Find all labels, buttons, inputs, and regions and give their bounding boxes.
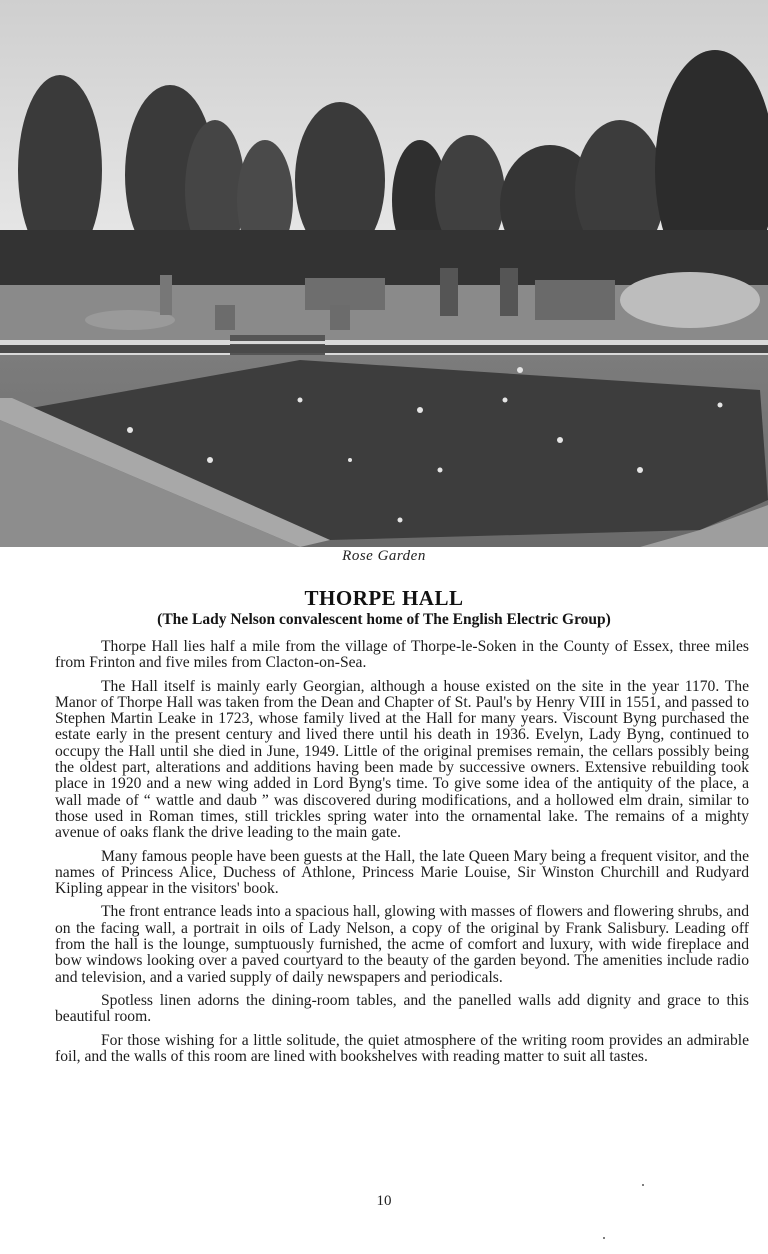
page-title: THORPE HALL bbox=[304, 586, 464, 610]
paragraph-writing-room: For those wishing for a little solitude, the quiet atmosphere of the writing room provides an admirable foil, and the walls of this room are lined with bookshelves with reading matter to suit all tastes. bbox=[55, 1031, 749, 1065]
photo-caption: Rose Garden bbox=[342, 548, 426, 564]
paragraph-location: Thorpe Hall lies half a mile from the village of Thorpe-le-Soken in the County of Essex, three miles from Frinton and five miles from Clacton-on-Sea. bbox=[55, 638, 749, 672]
paragraph-entrance-lounge: The front entrance leads into a spacious hall, glowing with masses of flowers and flowering shrubs, and on the facing wall, a portrait in oils of Lady Nelson, a copy of the original by Frank Salisbury. Leading off from the hall is the lounge, sumptuously furnished, the acme of comfort and luxury, with wide fireplace and bow windows looking over a paved courtyard to the beauty of the garden beyond. The amenities include radio and television, and a varied supply of daily newspapers and periodicals. bbox=[55, 903, 749, 986]
page-number: 10 bbox=[376, 1193, 392, 1209]
rose-garden-illustration bbox=[0, 0, 768, 547]
rose-garden-photo bbox=[0, 0, 768, 547]
paragraph-dining-room: Spotless linen adorns the dining-room tables, and the panelled walls add dignity and grace to this beautiful room. bbox=[55, 991, 749, 1026]
print-speck bbox=[603, 1237, 605, 1239]
article-body bbox=[55, 639, 749, 1072]
page-subtitle: (The Lady Nelson convalescent home of The English Electric Group) bbox=[157, 611, 611, 628]
paragraph-history: The Hall itself is mainly early Georgian, although a house existed on the site in the year 1170. The Manor of Thorpe Hall was taken from the Dean and Chapter of St. Paul's by Henry VIII in 1551, and passed to Stephen Martin Leake in 1723, whose family lived at the Hall for many years. Viscount Byng purchased the estate early in the present century and lived there until his death in 1936. Evelyn, Lady Byng, continued to occupy the Hall until she died in June, 1949. Little of the original premises remain, the cellars possibly being the oldest part, alterations and additions having been made by successive owners. Extensive rebuilding took place in 1920 and a new wing added in Lord Byng's time. To give some idea of the antiquity of the place, a wall made of “ wattle and daub ” was discovered during modifications, and a hollowed elm drain, similar to those used in Roman times, still trickles spring water into the ornamental lake. The remains of a mighty avenue of oaks flank the drive leading to the main gate. bbox=[55, 677, 749, 842]
paragraph-guests: Many famous people have been guests at the Hall, the late Queen Mary being a frequent visitor, and the names of Princess Alice, Duchess of Athlone, Princess Marie Louise, Sir Winston Churchill and Rudyard Kipling appear in the visitors' book. bbox=[55, 847, 749, 898]
print-speck bbox=[642, 1184, 644, 1186]
